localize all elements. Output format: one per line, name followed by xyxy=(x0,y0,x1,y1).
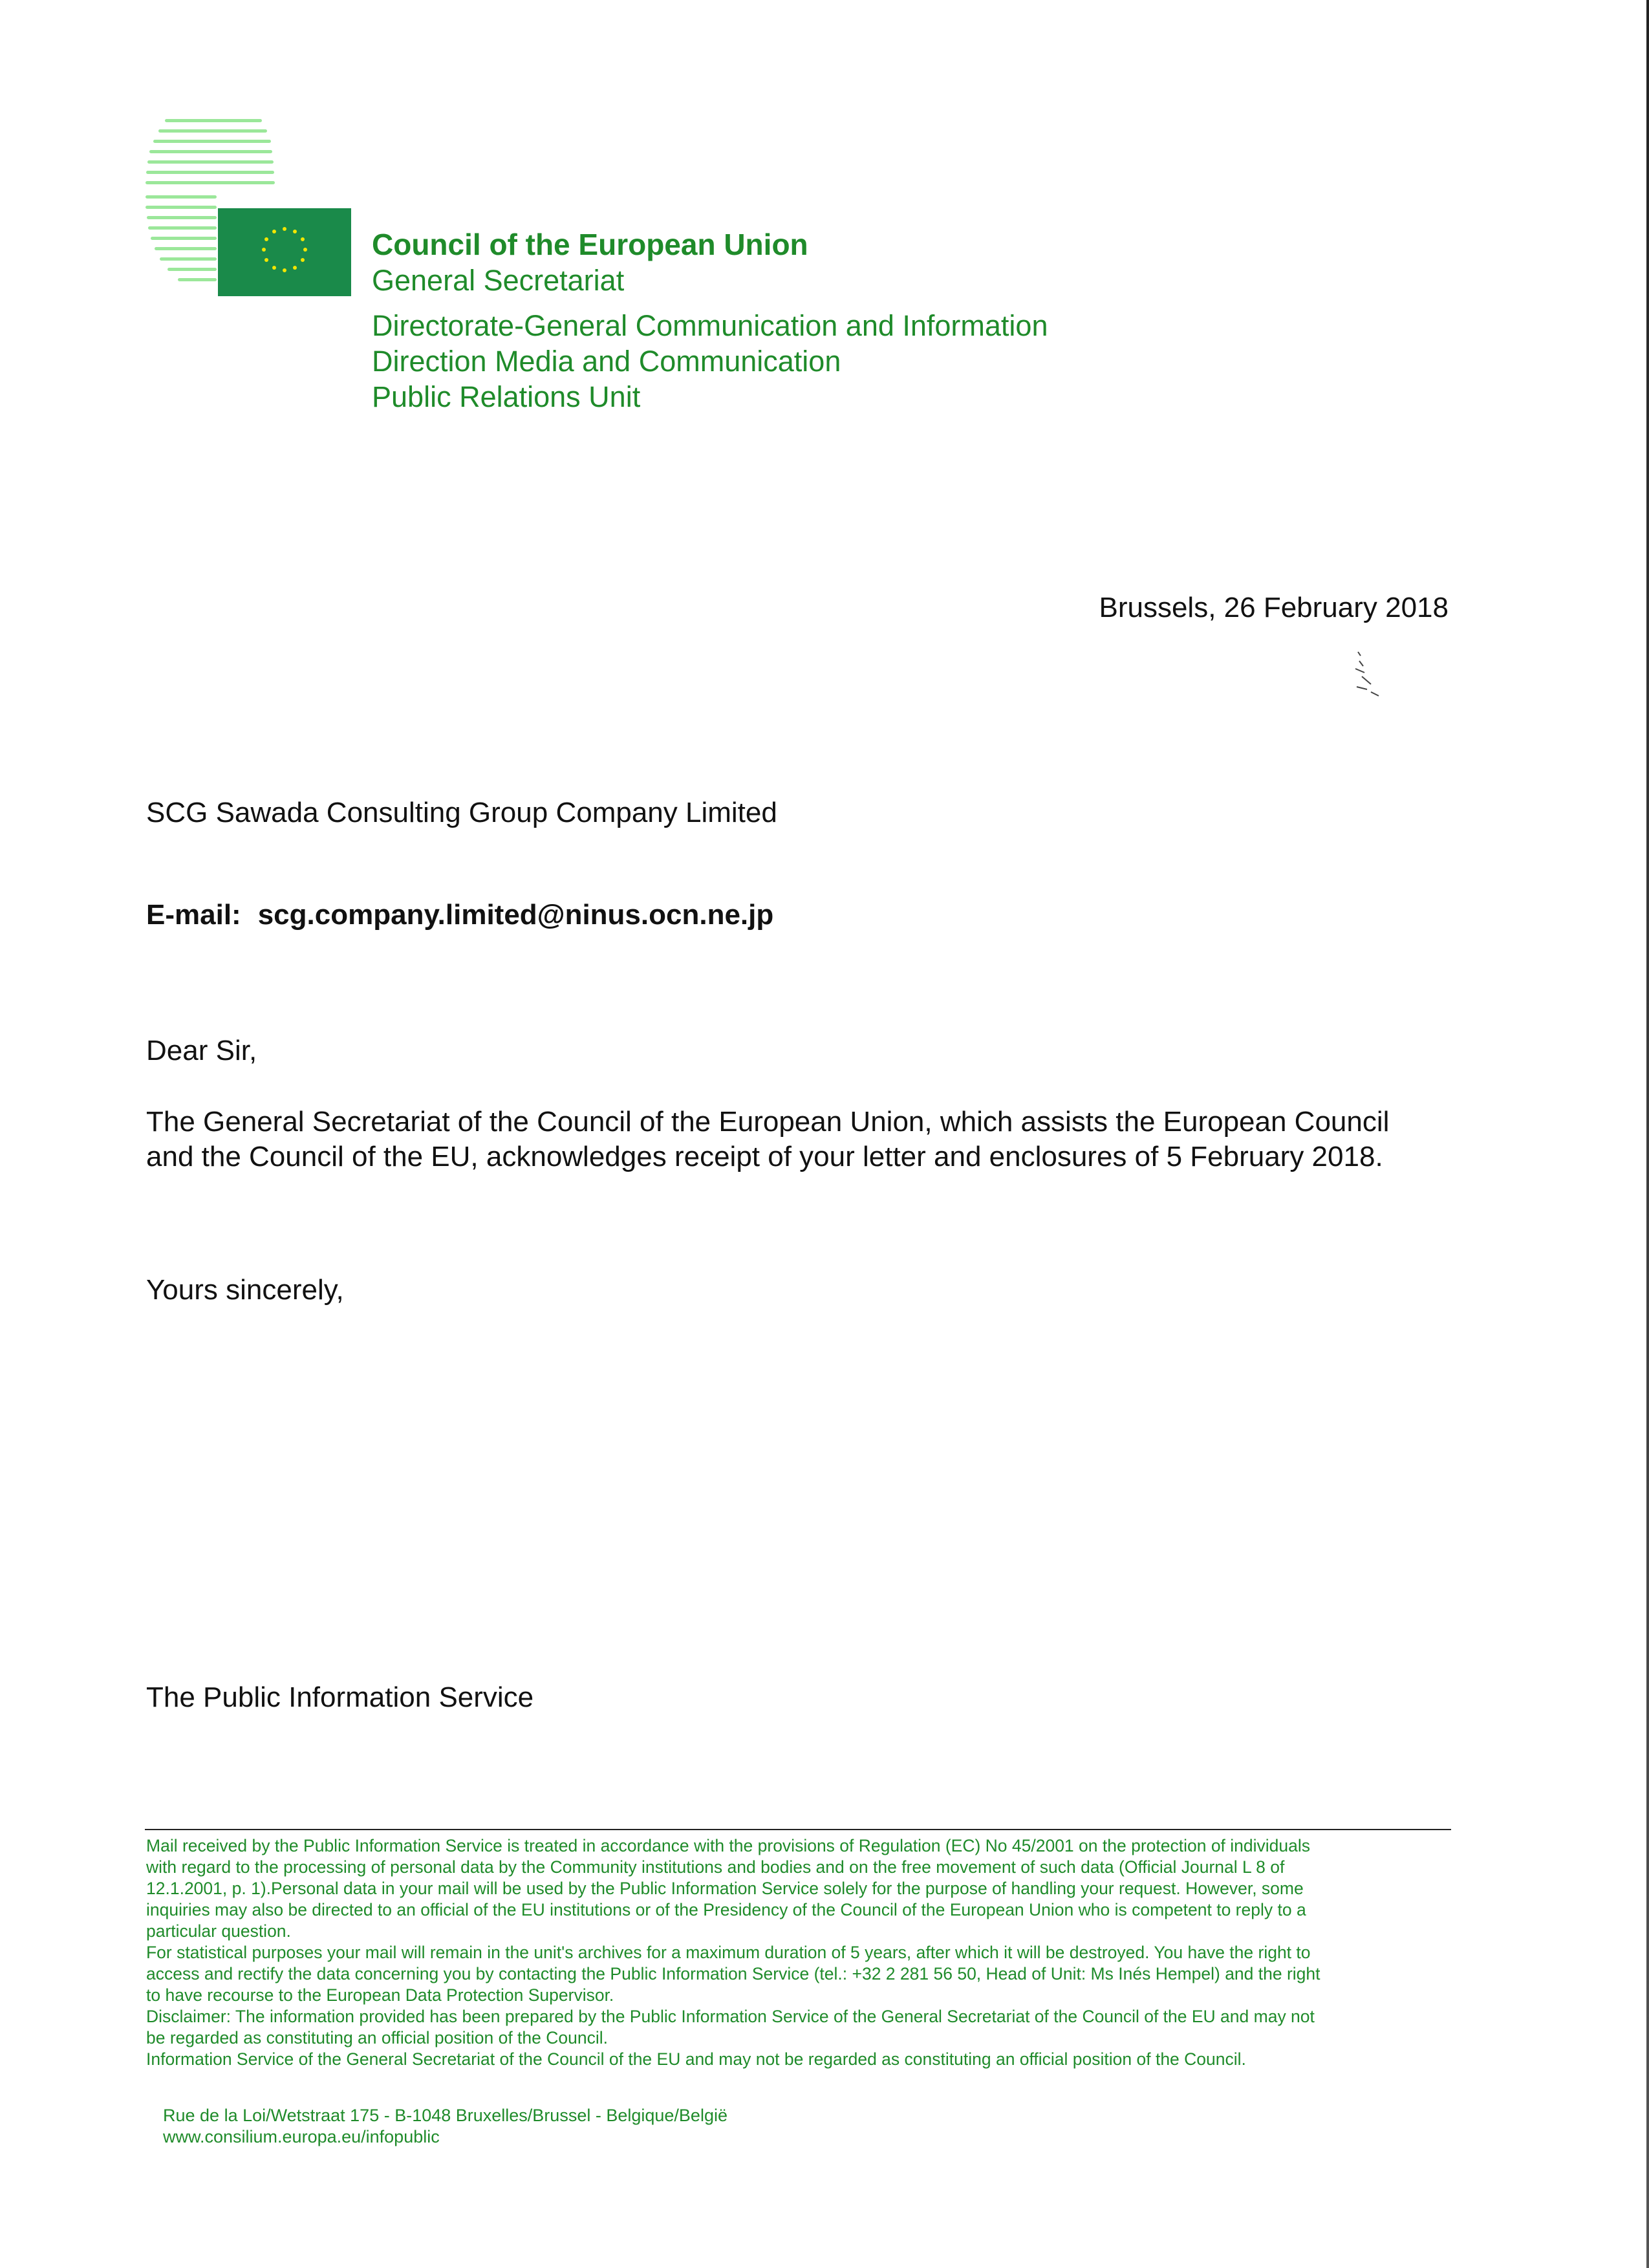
body-line: and the Council of the EU, acknowledges receipt of your letter and enclosures of 5 February 2018. xyxy=(146,1141,1383,1172)
org-directorate: Directorate-General Communication and Information xyxy=(372,309,1048,342)
org-unit: Public Relations Unit xyxy=(372,380,641,413)
logo-flag xyxy=(218,208,351,296)
org-name: Council of the European Union xyxy=(372,228,808,261)
notice-line: to have recourse to the European Data Protection Supervisor. xyxy=(146,1985,614,2005)
pen-mark xyxy=(1345,647,1384,698)
notice-line: Information Service of the General Secretariat of the Council of the EU and may not be regarded as constituting an official position of the Council. xyxy=(146,2049,1246,2069)
signature: The Public Information Service xyxy=(146,1681,534,1713)
org-secretariat: General Secretariat xyxy=(372,264,625,297)
notice-line: 12.1.2001, p. 1).Personal data in your mail will be used by the Public Information Service solely for the purpose of handling your request. However, some xyxy=(146,1879,1304,1898)
salutation: Dear Sir, xyxy=(146,1035,257,1066)
notice-line: access and rectify the data concerning you by contacting the Public Information Service (tel.: +32 2 281 56 50, Head of Unit: Ms Inés Hempel) and the right xyxy=(146,1964,1320,1983)
notice-line: Mail received by the Public Information Service is treated in accordance with the provisions of Regulation (EC) No 45/2001 on the protection of individuals xyxy=(146,1836,1311,1855)
eu-council-logo-icon xyxy=(146,115,359,303)
notice-line: Disclaimer: The information provided has been prepared by the Public Information Service of the General Secretariat of the Council of the EU and may not xyxy=(146,2007,1315,2026)
email-label: E-mail: xyxy=(146,899,241,931)
notice-line: inquiries may also be directed to an official of the EU institutions or of the Presidency of the Council of the European Union who is competent to reply to a xyxy=(146,1900,1306,1919)
org-direction: Direction Media and Communication xyxy=(372,345,841,378)
body-paragraph xyxy=(146,1105,1465,1174)
notice-line: For statistical purposes your mail will remain in the unit's archives for a maximum duration of 5 years, after which it will be destroyed. You have the right to xyxy=(146,1943,1311,1962)
email-value: scg.company.limited@ninus.ocn.ne.jp xyxy=(257,899,774,931)
recipient-name: SCG Sawada Consulting Group Company Limited xyxy=(146,797,777,828)
notice-line: particular question. xyxy=(146,1921,291,1941)
letterhead xyxy=(372,230,1048,418)
notice-line: be regarded as constituting an official position of the Council. xyxy=(146,2028,608,2047)
notice-line: with regard to the processing of personal data by the Community institutions and bodies and on the free movement of such data (Official Journal L 8 of xyxy=(146,1857,1285,1877)
letter-date: Brussels, 26 February 2018 xyxy=(1099,592,1449,623)
scan-edge xyxy=(1646,0,1649,2268)
footer-address xyxy=(163,2105,727,2148)
website-link[interactable]: www.consilium.europa.eu/infopublic xyxy=(163,2127,440,2146)
postal-address: Rue de la Loi/Wetstraat 175 - B-1048 Bruxelles/Brussel - Belgique/België xyxy=(163,2106,727,2125)
recipient-email xyxy=(146,899,773,931)
footer-divider xyxy=(145,1829,1451,1830)
body-line: The General Secretariat of the Council of the European Union, which assists the European Council xyxy=(146,1106,1390,1138)
closing: Yours sincerely, xyxy=(146,1274,344,1306)
privacy-notice xyxy=(146,1835,1452,2070)
